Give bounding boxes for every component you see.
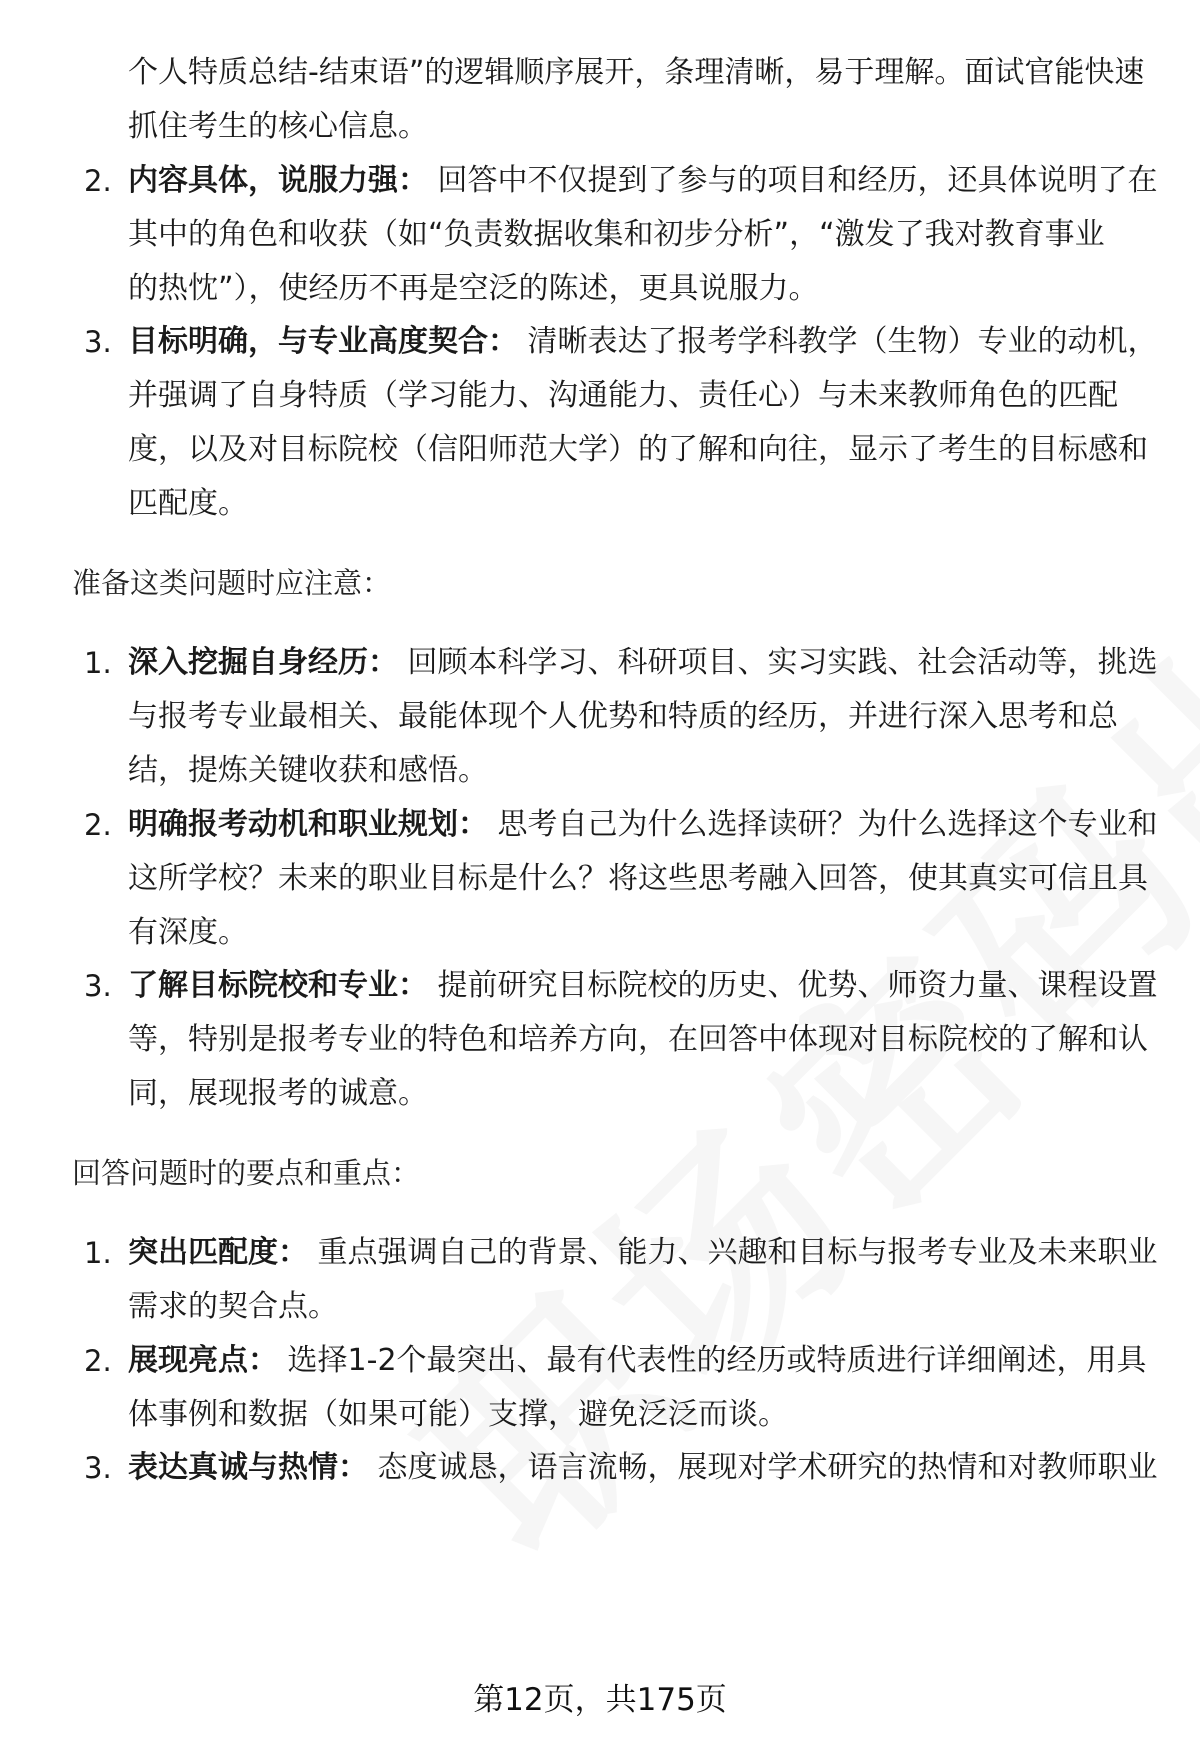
- section-heading-preparation: 准备这类问题时应注意：: [72, 566, 392, 600]
- list-item-text: 思考自己为什么选择读研？为什么选择这个专业和: [488, 807, 1158, 842]
- list-item-text: 清晰表达了报考学科教学（生物）专业的动机，: [518, 324, 1158, 359]
- list-number: 3.: [84, 1451, 112, 1485]
- list-item-heading: 内容具体，说服力强：: [128, 163, 428, 198]
- list-item-heading: 了解目标院校和专业：: [128, 968, 428, 1003]
- list-item-text: 选择1-2个最突出、最有代表性的经历或特质进行详细阐述，用具: [278, 1343, 1147, 1378]
- list-number: 1.: [84, 1236, 112, 1270]
- list-number: 1.: [84, 646, 112, 680]
- list-item-line: 的热忱”），使经历不再是空泛的陈述，更具说服力。: [128, 271, 819, 306]
- list-number: 2.: [84, 164, 112, 198]
- list-item-line: 匹配度。: [128, 486, 248, 521]
- list-item-heading: 突出匹配度：: [128, 1235, 308, 1270]
- list-item-line: 与报考专业最相关、最能体现个人优势和特质的经历，并进行深入思考和总: [128, 699, 1118, 734]
- list-item-heading: 目标明确，与专业高度契合：: [128, 324, 518, 359]
- list-item-line: 结，提炼关键收获和感悟。: [128, 753, 488, 788]
- list-item-text: 回答中不仅提到了参与的项目和经历，还具体说明了在: [428, 163, 1158, 198]
- list-item-line: [128, 161, 1158, 201]
- list-item-text: 回顾本科学习、科研项目、实习实践、社会活动等，挑选: [398, 645, 1158, 680]
- list-item-text: 态度诚恳，语言流畅，展现对学术研究的热情和对教师职业: [368, 1450, 1158, 1485]
- list-item-heading: 明确报考动机和职业规划：: [128, 807, 488, 842]
- list-item-heading: 表达真诚与热情：: [128, 1450, 368, 1485]
- list-item-line: [128, 643, 1158, 683]
- list-number: 3.: [84, 325, 112, 359]
- list-item-line: 需求的契合点。: [128, 1289, 338, 1324]
- section-heading-key-points: 回答问题时的要点和重点：: [72, 1156, 421, 1190]
- list-item-line: [128, 805, 1158, 845]
- list-item-line: 度，以及对目标院校（信阳师范大学）的了解和向往，显示了考生的目标感和: [128, 432, 1148, 467]
- list-number: 2.: [84, 1344, 112, 1378]
- list-item-line: [128, 1233, 1158, 1273]
- page-number-footer: 第12页，共175页: [473, 1682, 727, 1718]
- list-number: 3.: [84, 969, 112, 1003]
- list-item-line: 等，特别是报考专业的特色和培养方向，在回答中体现对目标院校的了解和认: [128, 1022, 1148, 1057]
- list-item-line: 体事例和数据（如果可能）支撑，避免泛泛而谈。: [128, 1397, 788, 1432]
- list-item-heading: 深入挖掘自身经历：: [128, 645, 398, 680]
- list-item-line: 有深度。: [128, 915, 248, 950]
- intro-line-2: 抓住考生的核心信息。: [128, 109, 428, 144]
- intro-line-1: 个人特质总结-结束语”的逻辑顺序展开，条理清晰，易于理解。面试官能快速: [128, 55, 1145, 90]
- list-item-line: 其中的角色和收获（如“负责数据收集和初步分析”，“激发了我对教育事业: [128, 217, 1105, 252]
- list-item-text: 提前研究目标院校的历史、优势、师资力量、课程设置: [428, 968, 1158, 1003]
- list-item-line: 并强调了自身特质（学习能力、沟通能力、责任心）与未来教师角色的匹配: [128, 378, 1118, 413]
- list-item-line: 同，展现报考的诚意。: [128, 1076, 428, 1111]
- list-item-line: [128, 322, 1158, 362]
- list-number: 2.: [84, 808, 112, 842]
- list-item-line: [128, 966, 1158, 1006]
- list-item-line: 这所学校？未来的职业目标是什么？将这些思考融入回答，使其真实可信且具: [128, 861, 1148, 896]
- list-item-line: [128, 1341, 1147, 1381]
- list-item-text: 重点强调自己的背景、能力、兴趣和目标与报考专业及未来职业: [308, 1235, 1158, 1270]
- list-item-heading: 展现亮点：: [128, 1343, 278, 1378]
- list-item-line: [128, 1448, 1158, 1488]
